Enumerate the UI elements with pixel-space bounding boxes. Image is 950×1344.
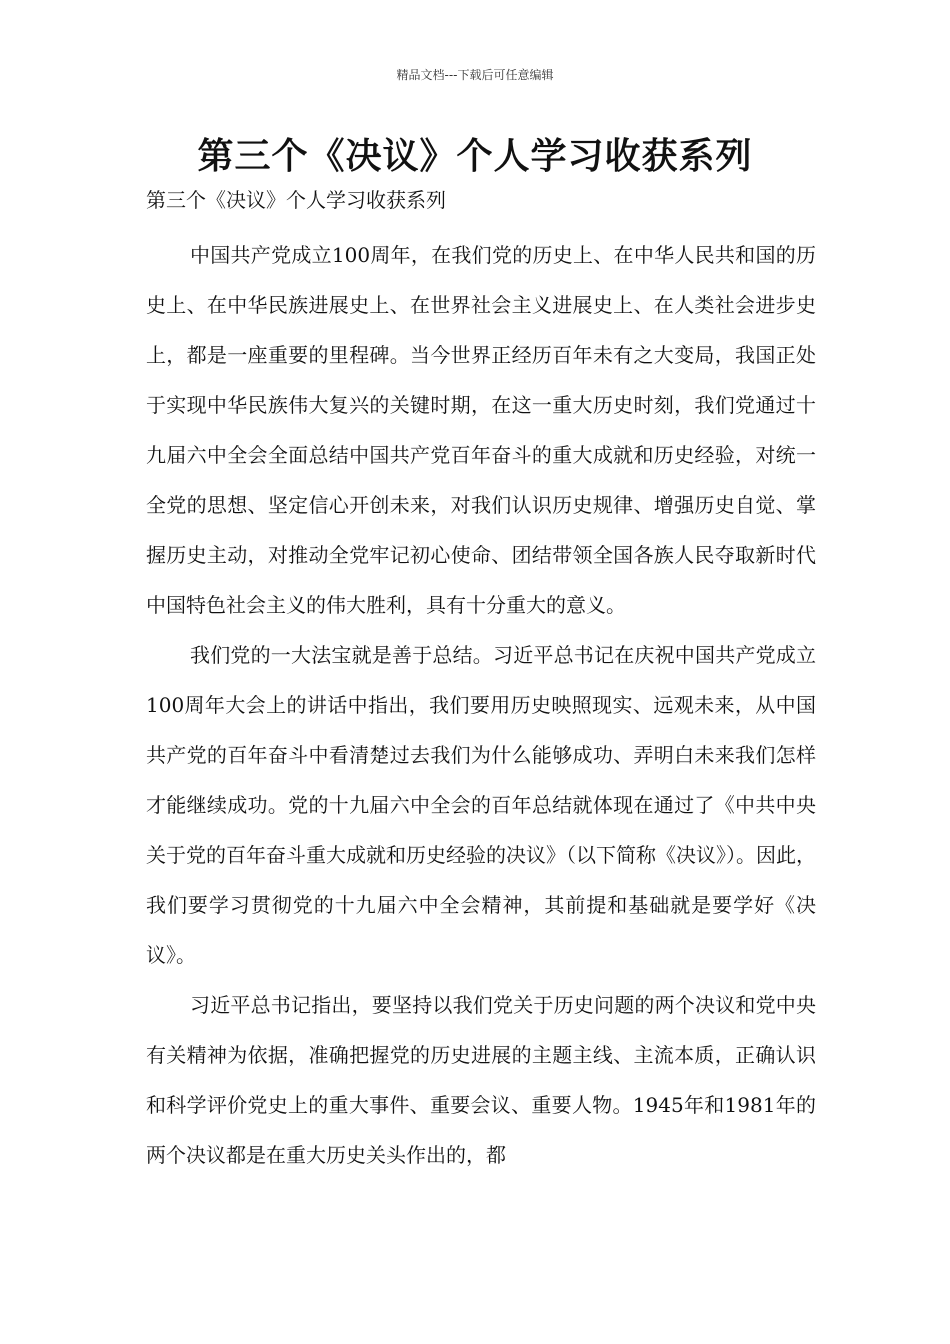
document-title: 第三个《决议》个人学习收获系列 [197,136,753,177]
header-note: 精品文档---下载后可任意编辑 [396,68,554,82]
paragraph: 习近平总书记指出，要坚持以我们党关于历史问题的两个决议和党中央有关精神为依据，准确把握党的历史进展的主题主线、主流本质，正确认识和科学评价党史上的重大事件、重要会议、重要人物。1945年和1981年的两个决议都是在重大历史关头作出的，都 [146,993,816,1167]
document-body [146,230,816,1180]
paragraph: 中国共产党成立100周年，在我们党的历史上、在中华人民共和国的历史上、在中华民族进展史上、在世界社会主义进展史上、在人类社会进步史上，都是一座重要的里程碑。当今世界正经历百年未有之大变局，我国正处于实现中华民族伟大复兴的关键时期，在这一重大历史时刻，我们党通过十九届六中全会全面总结中国共产党百年奋斗的重大成就和历史经验，对统一全党的思想、坚定信心开创未来，对我们认识历史规律、增强历史自觉、掌握历史主动，对推动全党牢记初心使命、团结带领全国各族人民夺取新时代中国特色社会主义的伟大胜利，具有十分重大的意义。 [146,243,816,617]
document-subtitle: 第三个《决议》个人学习收获系列 [146,188,446,212]
paragraph: 我们党的一大法宝就是善于总结。习近平总书记在庆祝中国共产党成立100周年大会上的讲话中指出，我们要用历史映照现实、远观未来，从中国共产党的百年奋斗中看清楚过去我们为什么能够成功、弄明白未来我们怎样才能继续成功。党的十九届六中全会的百年总结就体现在通过了《中共中央关于党的百年奋斗重大成就和历史经验的决议》（以下简称《决议》）。因此，我们要学习贯彻党的十九届六中全会精神，其前提和基础就是要学好《决议》。 [146,643,816,967]
